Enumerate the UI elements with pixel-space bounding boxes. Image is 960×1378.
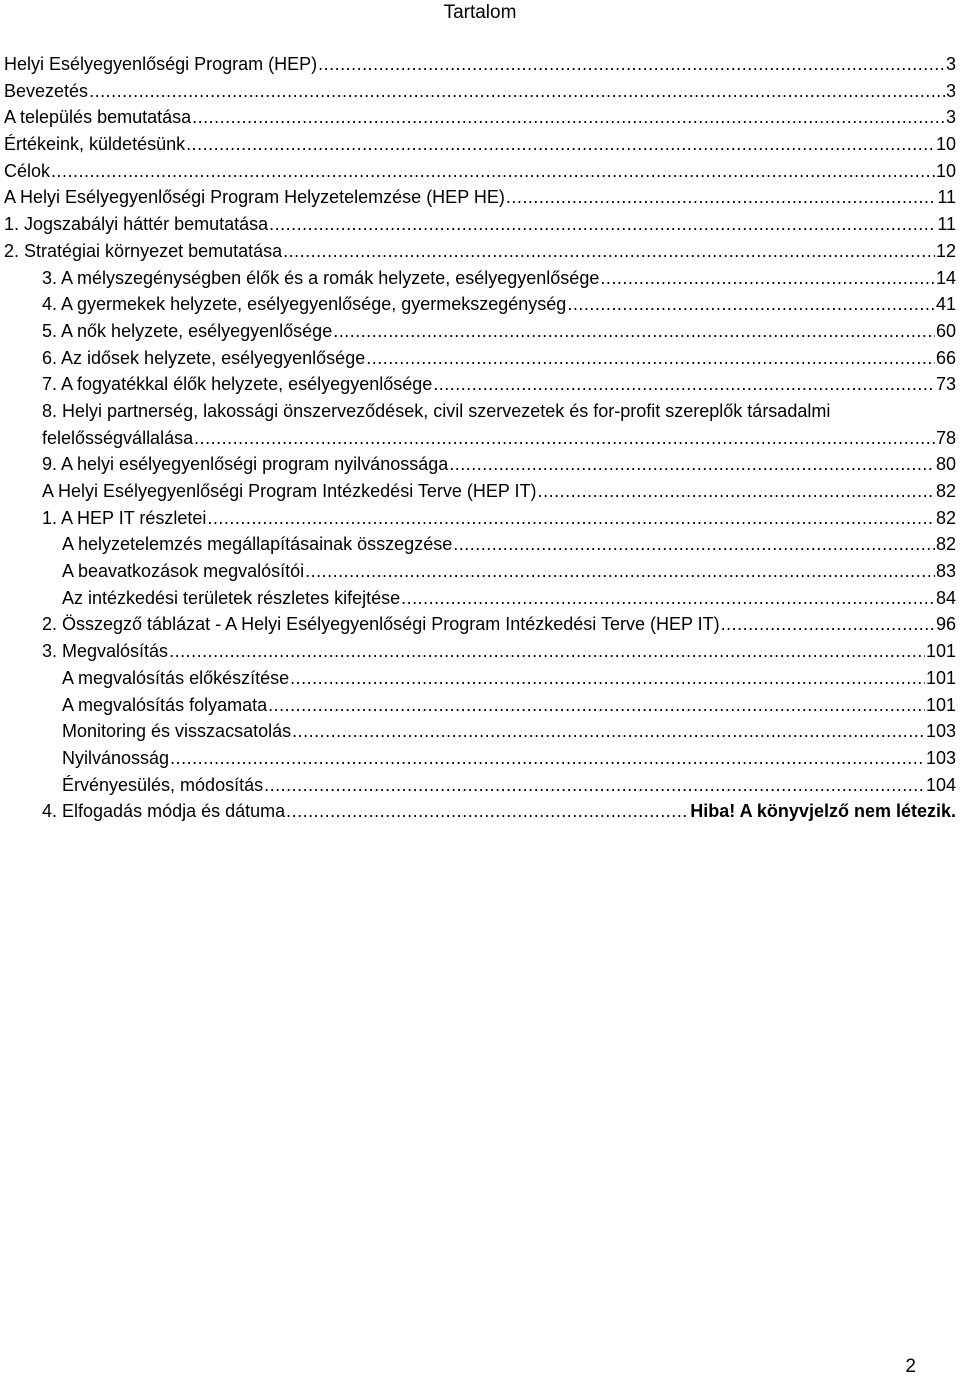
toc-dot-leader bbox=[192, 104, 945, 131]
toc-dot-leader bbox=[292, 718, 925, 745]
toc-entry-page: 82 bbox=[935, 534, 956, 555]
toc-entry-label: A megvalósítás folyamata bbox=[62, 694, 268, 715]
toc-entry-strategiai[interactable] bbox=[0, 238, 960, 265]
toc-entry-page: 11 bbox=[937, 214, 956, 235]
toc-entry-label: Bevezetés bbox=[4, 80, 89, 101]
toc-entry-page: 3 bbox=[945, 107, 956, 128]
toc-entry-label: 2. Stratégiai környezet bemutatása bbox=[4, 240, 283, 261]
toc-dot-leader bbox=[268, 692, 925, 719]
toc-entry-label: Célok bbox=[4, 160, 51, 181]
toc-dot-leader bbox=[51, 158, 935, 185]
toc-entry-page: 101 bbox=[925, 694, 956, 715]
toc-entry-page: 73 bbox=[935, 374, 956, 395]
toc-entry-intezkedesi-teruletek[interactable] bbox=[0, 585, 960, 612]
toc-entry-page: 80 bbox=[935, 454, 956, 475]
toc-dot-leader bbox=[194, 425, 935, 452]
toc-entry-page: 101 bbox=[925, 641, 956, 662]
toc-entry-label: Érvényesülés, módosítás bbox=[62, 774, 264, 795]
toc-entry-bevezetes[interactable] bbox=[0, 78, 960, 105]
toc-entry-label: Helyi Esélyegyenlőségi Program (HEP) bbox=[4, 54, 318, 74]
toc-entry-label: 3. Megvalósítás bbox=[42, 641, 169, 662]
toc-entry-page: 10 bbox=[935, 160, 956, 181]
toc-dot-leader bbox=[433, 371, 935, 398]
toc-dot-leader bbox=[264, 772, 925, 799]
toc-entry-hep-it[interactable] bbox=[0, 478, 960, 505]
toc-entry-elfogadas[interactable] bbox=[0, 798, 960, 825]
toc-entry-label: 4. Elfogadás módja és dátuma bbox=[42, 801, 286, 822]
toc-entry-label: Értékeink, küldetésünk bbox=[4, 134, 186, 155]
toc-entry-page: 84 bbox=[935, 587, 956, 608]
toc-entry-page: 66 bbox=[935, 347, 956, 368]
toc-entry-page: 12 bbox=[935, 240, 956, 261]
toc-entry-label-line1: 8. Helyi partnerség, lakossági önszerveződések, civil szervezetek és for-profit szereplők társadalmi bbox=[42, 400, 831, 421]
toc-dot-leader bbox=[366, 345, 935, 372]
toc-entry-label: 3. A mélyszegénységben élők és a romák helyzete, esélyegyenlősége bbox=[42, 267, 600, 288]
toc-dot-leader bbox=[318, 51, 945, 78]
toc-dot-leader bbox=[283, 238, 935, 265]
toc-entry-label: A település bemutatása bbox=[4, 107, 192, 128]
toc-entry-label: 1. A HEP IT részletei bbox=[42, 507, 207, 528]
toc-entry-page: 3 bbox=[945, 54, 956, 74]
toc-entry-label: A beavatkozások megvalósítói bbox=[62, 561, 305, 582]
toc-dot-leader bbox=[449, 451, 935, 478]
toc-entry-page: 78 bbox=[935, 427, 956, 448]
toc-entry-label: 7. A fogyatékkal élők helyzete, esélyegyenlősége bbox=[42, 374, 433, 395]
toc-entry-page: 41 bbox=[935, 294, 956, 315]
toc-entry-page: 14 bbox=[935, 267, 956, 288]
toc-entry-label: 9. A helyi esélyegyenlőségi program nyilvánossága bbox=[42, 454, 449, 475]
toc-entry-helyzetelemzes[interactable] bbox=[0, 531, 960, 558]
toc-entry-nyilvanossaga[interactable] bbox=[0, 451, 960, 478]
toc-entry-label: 2. Összegző táblázat - A Helyi Esélyegyenlőségi Program Intézkedési Terve (HEP IT) bbox=[42, 614, 720, 635]
toc-dot-leader bbox=[453, 531, 935, 558]
toc-entry-melyszegenyseg[interactable] bbox=[0, 265, 960, 292]
toc-entry-idosek[interactable] bbox=[0, 345, 960, 372]
toc-dot-leader bbox=[169, 638, 925, 665]
toc-entry-label: 4. A gyermekek helyzete, esélyegyenlősége, gyermekszegénység bbox=[42, 294, 567, 315]
toc-entry-page: 82 bbox=[935, 507, 956, 528]
toc-entry-nyilvanossag[interactable] bbox=[0, 745, 960, 772]
table-of-contents bbox=[0, 51, 960, 825]
toc-dot-leader bbox=[401, 585, 935, 612]
toc-entry-page: 11 bbox=[937, 187, 956, 208]
toc-entry-label: A helyzetelemzés megállapításainak összegzése bbox=[62, 534, 453, 555]
toc-entry-celok[interactable] bbox=[0, 158, 960, 185]
toc-entry-nok[interactable] bbox=[0, 318, 960, 345]
toc-entry-page: 96 bbox=[935, 614, 956, 635]
toc-entry-jogszabalyi[interactable] bbox=[0, 211, 960, 238]
toc-entry-label-line2: felelősségvállalása bbox=[42, 427, 194, 448]
toc-entry-elokeszitese[interactable] bbox=[0, 665, 960, 692]
toc-entry-page: 82 bbox=[935, 481, 956, 502]
toc-entry-hep[interactable] bbox=[0, 51, 960, 78]
toc-entry-gyermekek[interactable] bbox=[0, 291, 960, 318]
toc-dot-leader bbox=[567, 291, 935, 318]
toc-entry-telepules[interactable] bbox=[0, 104, 960, 131]
toc-entry-page: 83 bbox=[935, 561, 956, 582]
footer-page-number: 2 bbox=[905, 1356, 916, 1377]
toc-entry-megvalositas[interactable] bbox=[0, 638, 960, 665]
toc-dot-leader bbox=[290, 665, 925, 692]
toc-entry-page: 3 bbox=[945, 80, 956, 101]
toc-entry-hep-he[interactable] bbox=[0, 184, 960, 211]
toc-entry-osszegzo-tablazat[interactable] bbox=[0, 611, 960, 638]
toc-dot-leader bbox=[305, 558, 935, 585]
toc-dot-leader bbox=[170, 745, 925, 772]
toc-entry-partnerseg[interactable] bbox=[0, 398, 960, 451]
toc-entry-page-error: Hiba! A könyvjelző nem létezik. bbox=[690, 801, 956, 822]
toc-entry-page: 60 bbox=[935, 320, 956, 341]
toc-entry-label: 5. A nők helyzete, esélyegyenlősége bbox=[42, 320, 333, 341]
toc-dot-leader bbox=[600, 265, 935, 292]
toc-entry-label: 1. Jogszabályi háttér bemutatása bbox=[4, 214, 269, 235]
toc-entry-ervenyesules[interactable] bbox=[0, 772, 960, 799]
toc-entry-label: Nyilvánosság bbox=[62, 747, 170, 768]
toc-entry-page: 103 bbox=[925, 721, 956, 742]
toc-entry-label: A Helyi Esélyegyenlőségi Program Helyzetelemzése (HEP HE) bbox=[4, 187, 505, 208]
toc-entry-label: Az intézkedési területek részletes kifejtése bbox=[62, 587, 401, 608]
toc-entry-label: A megvalósítás előkészítése bbox=[62, 667, 290, 688]
toc-entry-page: 104 bbox=[925, 774, 956, 795]
toc-entry-ertekeink[interactable] bbox=[0, 131, 960, 158]
toc-entry-monitoring[interactable] bbox=[0, 718, 960, 745]
toc-entry-page: 10 bbox=[935, 134, 956, 155]
toc-dot-leader bbox=[186, 131, 935, 158]
toc-dot-leader bbox=[333, 318, 935, 345]
toc-dot-leader bbox=[721, 611, 935, 638]
toc-dot-leader bbox=[538, 478, 935, 505]
toc-entry-page: 103 bbox=[925, 747, 956, 768]
toc-entry-label: 6. Az idősek helyzete, esélyegyenlősége bbox=[42, 347, 366, 368]
page-title: Tartalom bbox=[443, 2, 517, 23]
toc-entry-beavatkozasok[interactable] bbox=[0, 558, 960, 585]
toc-dot-leader bbox=[286, 798, 689, 825]
toc-entry-page: 101 bbox=[925, 667, 956, 688]
toc-dot-leader bbox=[506, 184, 936, 211]
toc-entry-hep-it-reszletei[interactable] bbox=[0, 505, 960, 532]
toc-dot-leader bbox=[207, 505, 935, 532]
toc-dot-leader bbox=[269, 211, 936, 238]
toc-entry-folyamata[interactable] bbox=[0, 692, 960, 719]
toc-entry-fogyatekkal[interactable] bbox=[0, 371, 960, 398]
toc-entry-label: A Helyi Esélyegyenlőségi Program Intézkedési Terve (HEP IT) bbox=[42, 481, 537, 502]
toc-dot-leader bbox=[89, 78, 945, 105]
toc-entry-label: Monitoring és visszacsatolás bbox=[62, 721, 292, 742]
